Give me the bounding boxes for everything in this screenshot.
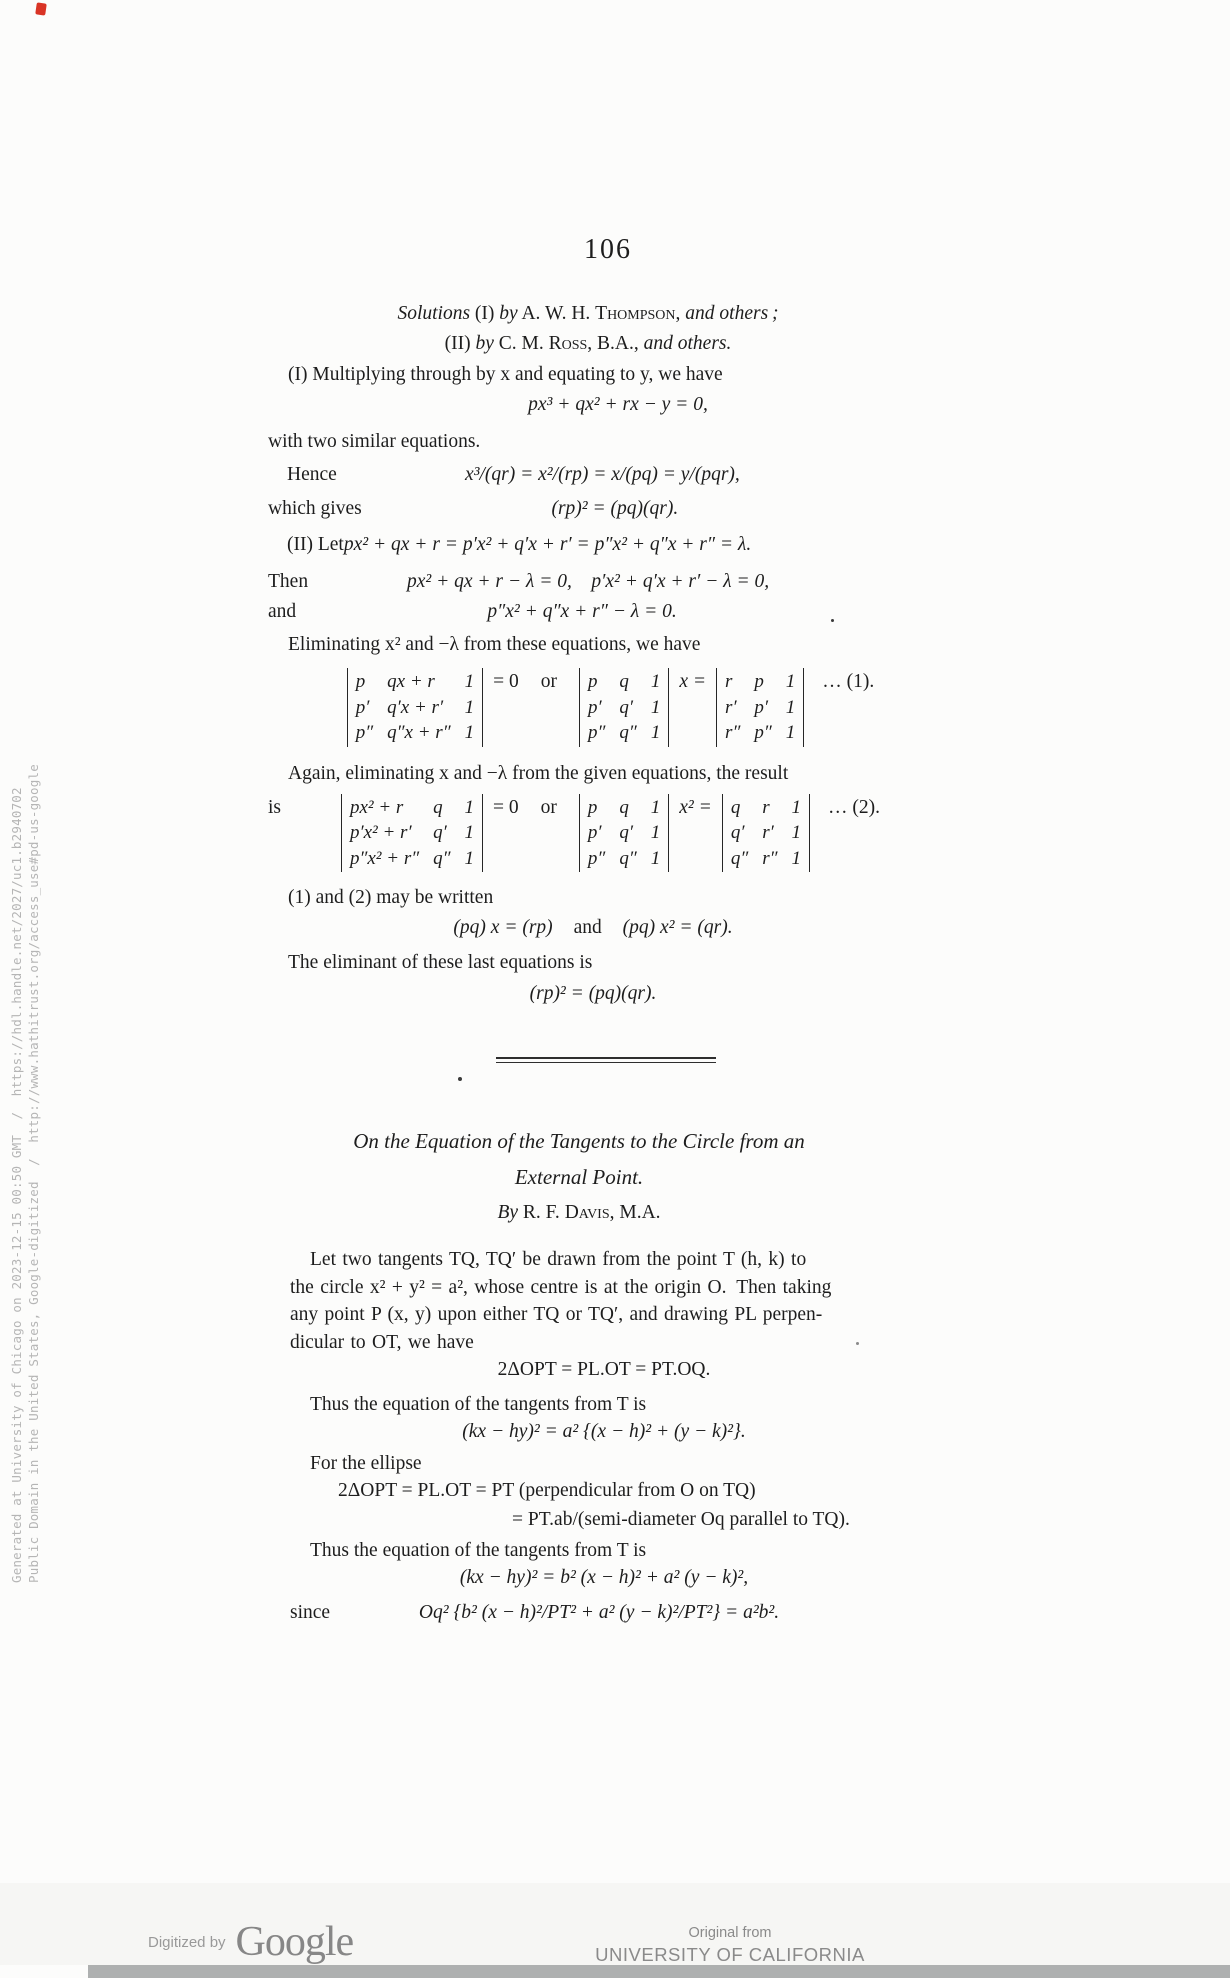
determinant-cell: r′ — [725, 696, 737, 718]
determinant-cell: 1 — [464, 722, 475, 743]
determinant-cell: 1 — [785, 671, 796, 692]
equation-circle-tangents: (kx − hy)² = a² {(x − h)² + (y − k)²}. — [462, 1421, 746, 1442]
paragraph-line-1: Let two tangents TQ, TQ′ be drawn from the point T (h, k) to — [310, 1249, 807, 1270]
which-gives-line — [268, 495, 868, 522]
red-scan-mark — [35, 2, 47, 15]
determinant-cell: p′ — [587, 822, 602, 843]
author-initials: R. F. — [518, 1202, 565, 1223]
similar-equations-line: with two similar equations. — [268, 431, 481, 452]
or-connector: or — [540, 671, 557, 692]
part1-intro-line: (I) Multiplying through by x and equating to y, we have — [288, 364, 723, 385]
since-line — [290, 1599, 868, 1626]
and-line — [268, 598, 868, 625]
since-label: since — [290, 1602, 331, 1623]
determinant-cell: q — [619, 671, 629, 692]
original-from-label: Original from — [688, 1925, 772, 1941]
thus-line-1: Thus the equation of the tangents from T is — [310, 1394, 647, 1415]
equation-since: Oq² {b² (x − h)²/PT² + a² (y − k)²/PT²} = a²b². — [418, 1602, 780, 1623]
ellipse-derivation-line-1: 2ΔOPT = PL.OT = PT (perpendicular from O on TQ) — [338, 1480, 756, 1501]
determinant-cell: q″ — [619, 722, 637, 743]
ellipse-derivation-line-2: = PT.ab/(semi-diameter Oq parallel to TQ). — [512, 1509, 850, 1530]
determinant-cell: 1 — [464, 671, 475, 692]
paragraph-line-4: dicular to OT, we have — [290, 1331, 474, 1353]
determinant-cell: q″ — [433, 847, 451, 869]
determinant-cell: q″ — [730, 847, 749, 869]
article-title-line-1: On the Equation of the Tangents to the Circle from an — [353, 1129, 805, 1153]
determinant-cell: p″ — [587, 847, 606, 869]
determinant-matrix-2c — [722, 794, 810, 873]
determinant-cell: q″ — [619, 847, 637, 869]
determinant-cell: p′ — [355, 696, 370, 718]
equation-and: p″x² + q″x + r″ − λ = 0. — [487, 601, 677, 622]
or-connector: or — [540, 796, 557, 818]
attribution-initials: A. W. H. — [517, 303, 596, 324]
eliminant-line: The eliminant of these last equations is — [288, 952, 593, 973]
article-section — [268, 1126, 868, 1626]
attribution-and-others: and others ; — [685, 303, 779, 324]
paragraph-line-3: any point P (x, y) upon either TQ or TQ′, and drawing PL perpen- — [290, 1304, 823, 1325]
hence-label: Hence — [287, 464, 337, 485]
original-from-block — [540, 1924, 920, 1966]
determinant-cell: p′ — [588, 696, 602, 718]
attribution-by-word: by — [475, 333, 494, 354]
author-davis: Davis — [564, 1202, 610, 1223]
then-line — [268, 568, 868, 595]
determinant-cell: 1 — [791, 847, 802, 869]
equation-rp-squared: (rp)² = (pq)(qr). — [551, 498, 679, 519]
determinant-cell: 1 — [791, 822, 802, 843]
determinant-cell: 1 — [464, 796, 475, 818]
which-gives-label: which gives — [268, 498, 362, 519]
and-label: and — [268, 601, 297, 622]
institution-name: UNIVERSITY OF CALIFORNIA — [595, 1944, 865, 1965]
determinant-cell: 1 — [464, 696, 475, 718]
determinant-matrix-2a — [341, 794, 483, 873]
determinant-cell: 1 — [785, 722, 796, 743]
equation-lambda-chain: px² + qx + r = p′x² + q′x + r′ = p″x² + q″x + r″ = λ. — [343, 534, 752, 555]
attribution-degrees: , B.A., — [587, 333, 644, 354]
determinant-cell: p′x² + r′ — [349, 822, 412, 843]
determinant-cell: p″ — [754, 722, 772, 743]
watermark-line-2: Public Domain in the United States, Google-digitized / http://www.hathitrust.org/access_use#pd-us-google — [26, 764, 41, 1583]
equals-zero: = 0 — [493, 796, 519, 818]
by-word: By — [497, 1202, 519, 1223]
equals-zero: = 0 — [493, 671, 519, 692]
attribution-author-thompson: Thompson — [595, 303, 676, 324]
watermark-line-1: Generated at University of Chicago on 2023-12-15 00:50 GMT / https://hdl.handle.net/2027/uc1.b2940702 — [9, 787, 24, 1583]
section-divider-rule — [496, 1057, 716, 1063]
determinant-cell: 1 — [650, 722, 661, 743]
scan-edge-strip — [88, 1965, 1230, 1978]
equation-triangle-area: 2ΔOPT = PL.OT = PT.OQ. — [497, 1359, 711, 1380]
determinant-cell: 1 — [650, 847, 661, 869]
attribution-and-others: and others. — [643, 333, 732, 354]
x-squared-equals-connector: x² = — [679, 796, 712, 818]
determinant-matrix-1c — [716, 668, 804, 747]
attribution-initials: C. M. — [493, 333, 549, 354]
paragraph-line-2: the circle x² + y² = a², whose centre is at the origin O. Then taking — [290, 1276, 832, 1298]
determinant-matrix-1a — [347, 668, 483, 747]
solutions-attribution-line-1 — [268, 300, 868, 327]
determinant-cell: r — [762, 796, 770, 818]
determinant-equation-2-wrap — [268, 794, 881, 873]
equation-eliminant: (rp)² = (pq)(qr). — [529, 983, 657, 1004]
digitized-by-label: Digitized by — [148, 1933, 226, 1951]
determinant-cell: 1 — [785, 696, 796, 718]
x-equals-connector: x = — [679, 671, 707, 692]
article-title-line-2: External Point. — [514, 1165, 644, 1189]
is-label: is — [268, 796, 282, 818]
eliminating-line-1: Eliminating x² and −λ from these equations, we have — [288, 634, 701, 655]
equation-tag-2: … (2). — [828, 796, 881, 818]
determinant-cell: 1 — [464, 822, 475, 843]
determinant-cell: q — [433, 796, 443, 818]
determinant-equation-1 — [268, 668, 953, 747]
equation-ratios: x³/(qr) = x²/(rp) = x/(pq) = y/(pqr), — [465, 464, 740, 485]
equation-written-a: (pq) x = (rp) — [453, 917, 553, 938]
determinant-cell: p″ — [355, 722, 374, 743]
determinant-matrix-1b — [579, 668, 669, 747]
determinant-cell: p — [754, 671, 764, 692]
attribution-comma: , — [675, 303, 686, 324]
determinant-cell: 1 — [791, 796, 802, 818]
attribution-roman: (II) — [444, 333, 476, 354]
hathitrust-watermark — [8, 764, 42, 1583]
determinant-cell: q″x + r″ — [387, 722, 451, 743]
attribution-by-word: by — [499, 303, 518, 324]
determinant-cell: q — [619, 796, 629, 818]
determinant-cell: p′ — [754, 696, 769, 718]
digitized-by-google — [148, 1918, 353, 1966]
thus-line-2: Thus the equation of the tangents from T is — [310, 1540, 647, 1561]
may-be-written-line: (1) and (2) may be written — [288, 887, 494, 908]
determinant-cell: q′ — [433, 822, 447, 843]
determinant-cell: r″ — [762, 847, 778, 869]
determinant-cell: px² + r — [349, 796, 404, 818]
article-byline — [290, 1199, 868, 1226]
determinant-cell: r — [725, 671, 733, 692]
determinant-cell: 1 — [464, 847, 475, 869]
determinant-cell: q′ — [730, 822, 745, 843]
author-degrees: , M.A. — [609, 1202, 661, 1223]
determinant-cell: q′x + r′ — [387, 696, 444, 718]
determinant-cell: p″ — [588, 722, 606, 743]
eliminating-line-2: Again, eliminating x and −λ from the given equations, the result — [288, 762, 789, 784]
equation-written — [268, 914, 868, 941]
determinant-cell: qx + r — [387, 671, 435, 692]
for-the-ellipse-line: For the ellipse — [310, 1453, 422, 1474]
determinant-cell: p″x² + r″ — [349, 847, 420, 869]
page-content — [268, 233, 881, 1626]
determinant-cell: 1 — [650, 822, 661, 843]
determinant-cell: 1 — [650, 671, 661, 692]
equation-tag-1: … (1). — [822, 671, 875, 692]
solutions-attribution-line-2 — [268, 330, 868, 357]
determinant-equation-2 — [268, 794, 953, 873]
equation-then: px² + qx + r − λ = 0, p′x² + q′x + r′ − λ = 0, — [406, 571, 770, 592]
attribution-roman: (I) — [470, 303, 500, 324]
page-number: 106 — [584, 234, 632, 265]
then-label: Then — [268, 571, 309, 592]
google-logo: Google — [235, 1919, 354, 1965]
determinant-cell: r′ — [762, 822, 774, 843]
equation-written-b: (pq) x² = (qr). — [622, 917, 733, 938]
determinant-cell: q′ — [619, 822, 633, 843]
determinant-cell: q′ — [619, 696, 634, 718]
part2-let-line — [268, 531, 868, 558]
hence-line — [268, 461, 868, 488]
equation-cubic: px³ + qx² + rx − y = 0, — [528, 394, 708, 415]
determinant-cell: q — [730, 796, 741, 818]
determinant-cell: p — [588, 671, 598, 692]
attribution-solutions-word: Solutions — [397, 303, 471, 324]
determinant-cell: p — [355, 671, 366, 692]
determinant-cell: r″ — [725, 722, 741, 743]
determinant-matrix-2b — [579, 794, 669, 873]
and-separator: and — [573, 917, 602, 938]
determinant-cell: 1 — [650, 696, 661, 718]
equation-ellipse-tangents: (kx − hy)² = b² (x − h)² + a² (y − k)², — [459, 1567, 749, 1588]
attribution-author-ross: Ross — [548, 333, 588, 354]
determinant-cell: 1 — [650, 796, 661, 818]
let-lead: (II) Let — [287, 534, 344, 555]
determinant-cell: p — [587, 796, 598, 818]
